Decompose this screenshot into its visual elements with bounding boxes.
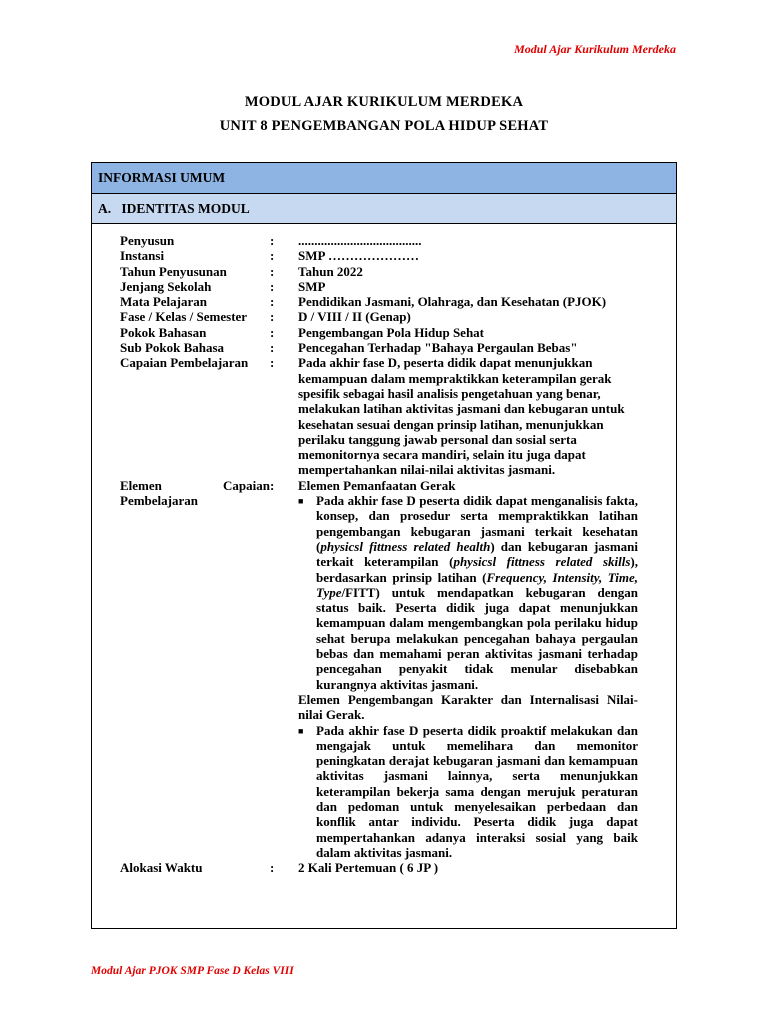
field-label: Sub Pokok Bahasa: [120, 340, 225, 356]
elemen-label-word: Elemen: [120, 477, 162, 493]
document-title: MODUL AJAR KURIKULUM MERDEKA: [244, 94, 524, 110]
list-item: [298, 723, 638, 861]
field-value: ......................................: [298, 233, 422, 248]
field-label: Tahun Penyusunan: [120, 263, 227, 279]
field-label: Mata Pelajaran: [120, 294, 208, 310]
elemen-heading-karakter: Elemen Pengembangan Karakter dan Internalisasi Nilai-nilai Gerak.: [298, 691, 638, 723]
bullet-text: Pada akhir fase D peserta didik dapat menganalisis fakta, konsep, dan prosedur serta mempraktikkan latihan pengembangan kebugaran jasmani terkait kesehatan (physicsl fittness related health) dan kebugaran jasmani terkait keterampilan (physicsl fittness related skills), berdasarkan prinsip latihan (Frequency, Intensity, Time, Type/FITT) untuk mendapatkan kebugaran dengan status baik. Peserta didik juga dapat menunjukkan kemampuan dalam mengembangkan pola perilaku hidup sehat berupa melakukan pencegahan bahaya pergaulan bebas dan memahami peran aktivitas jasmani terhadap pencegahan penyakit tidak menular disebabkan kurangnya aktivitas jasmani.: [316, 493, 639, 692]
field-colon: :: [270, 278, 275, 294]
elemen-heading-gerak: Elemen Pemanfaatan Gerak: [298, 477, 456, 493]
field-value: SMP: [298, 278, 326, 294]
bullet-square-icon: ■: [298, 725, 304, 736]
field-colon: :: [270, 324, 275, 340]
field-colon: :: [270, 340, 275, 356]
field-value: Pengembangan Pola Hidup Sehat: [298, 324, 485, 340]
field-label: Jenjang Sekolah: [120, 278, 212, 294]
field-label: Instansi: [120, 248, 165, 264]
field-row-capaian: [92, 355, 676, 477]
field-list: [92, 233, 676, 875]
subsection-label: IDENTITAS MODUL: [121, 201, 250, 216]
field-row-mapel: [92, 294, 676, 309]
list-item: [298, 493, 638, 692]
field-label-elemen: [92, 478, 270, 860]
field-value: Pada akhir fase D, peserta didik dapat menunjukkan kemampuan dalam mempraktikkan keterampilan gerak spesifik sebagai hasil analisis pengetahuan yang benar, melakukan latihan aktivitas jasmani dan kebugaran untuk kesehatan sesuai dengan prinsip latihan, menunjukkan perilaku tanggung jawab personal dan sosial serta memonitornya secara mandiri, selain itu juga dapat mempertahankan nilai-nilai aktivitas jasmani.: [298, 355, 625, 478]
header-note: Modul Ajar Kurikulum Merdeka: [514, 42, 676, 56]
field-row-instansi: [92, 248, 676, 263]
field-row-alokasi: [92, 860, 676, 875]
field-row-pokok: [92, 325, 676, 340]
elemen-content: [298, 478, 638, 860]
bullet-text: Pada akhir fase D peserta didik proaktif melakukan dan mengajak untuk memelihara dan memonitor peningkatan derajat kebugaran jasmani dan kemampuan aktivitas jasmani lainnya, serta menunjukkan keterampilan bekerja sama dengan merujuk peraturan dan pedoman untuk menyelesaikan perbedaan dan konflik antar individu. Peserta didik juga dapat mempertahankan adanya interaksi sosial yang baik dalam aktivitas jasmani.: [316, 722, 638, 860]
field-value: Tahun 2022: [298, 263, 363, 279]
field-label: Fase / Kelas / Semester: [120, 309, 248, 325]
bullet-square-icon: ■: [298, 496, 304, 507]
field-value: SMP …………………: [298, 248, 419, 264]
footer-note: Modul Ajar PJOK SMP Fase D Kelas VIII: [91, 965, 294, 977]
field-colon: :: [270, 294, 275, 310]
field-colon: :: [270, 248, 275, 264]
field-colon: :: [270, 355, 275, 371]
field-label: Capaian Pembelajaran: [120, 355, 249, 371]
field-row-subpokok: [92, 340, 676, 355]
field-value: 2 Kali Pertemuan ( 6 JP ): [298, 860, 439, 876]
field-row-fase: [92, 309, 676, 324]
field-colon: :: [270, 263, 275, 279]
section-header: INFORMASI UMUM: [92, 163, 676, 194]
subsection-header: [92, 194, 676, 224]
field-colon: :: [270, 233, 275, 248]
field-colon: :: [270, 477, 275, 493]
pembelajaran-label-word: Pembelajaran: [120, 493, 198, 509]
field-value: Pendidikan Jasmani, Olahraga, dan Kesehatan (PJOK): [298, 294, 607, 310]
field-value: Pencegahan Terhadap "Bahaya Pergaulan Bebas": [298, 340, 578, 356]
subsection-number: A.: [98, 201, 112, 216]
capaian-label-word: Capaian: [223, 477, 270, 493]
field-label: Alokasi Waktu: [120, 860, 203, 876]
field-colon: :: [270, 860, 275, 876]
field-row-jenjang: [92, 279, 676, 294]
field-label: Pokok Bahasan: [120, 324, 207, 340]
field-label: Penyusun: [120, 233, 175, 248]
field-row-elemen: [92, 478, 676, 860]
identity-table: [91, 162, 677, 929]
field-row-penyusun: [92, 233, 676, 248]
document-subtitle: UNIT 8 PENGEMBANGAN POLA HIDUP SEHAT: [219, 118, 549, 134]
field-value: D / VIII / II (Genap): [298, 309, 411, 325]
field-row-tahun: [92, 264, 676, 279]
field-colon: :: [270, 309, 275, 325]
